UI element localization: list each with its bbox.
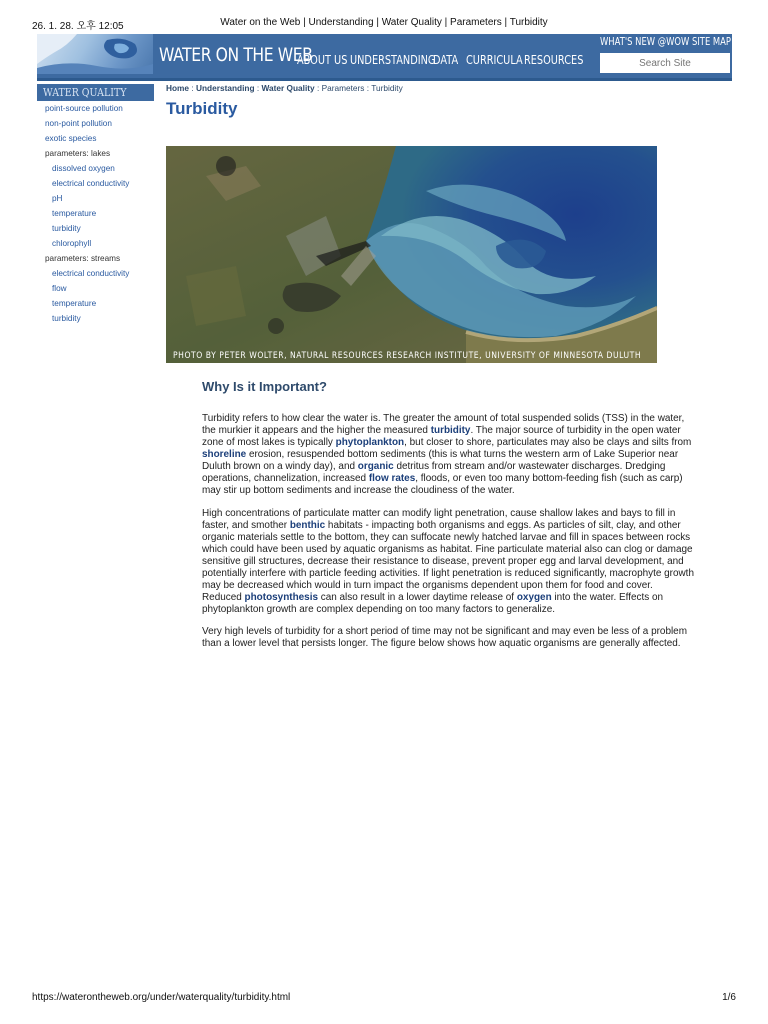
sidebar-section-title[interactable]: WATER QUALITY — [37, 84, 154, 101]
sidebar-item-non-point-pollution[interactable]: non-point pollution — [45, 119, 112, 128]
keyword-link-flow-rates[interactable]: flow rates — [368, 473, 416, 484]
site-map-link[interactable]: SITE MAP — [692, 36, 731, 48]
breadcrumb-separator: : — [314, 83, 322, 93]
keyword-link-benthic[interactable]: benthic — [289, 519, 326, 531]
keyword-link-shoreline[interactable]: shoreline — [202, 449, 247, 460]
sidebar-list — [37, 101, 154, 326]
sidebar-item-lakes-turbidity[interactable]: turbidity — [52, 224, 81, 233]
lake-map-logo[interactable] — [37, 34, 153, 74]
lake-map-icon — [37, 34, 153, 74]
sidebar-header-lakes: parameters: lakes — [45, 149, 111, 158]
paragraph-text: can also result in a lower daytime release of — [317, 591, 517, 603]
breadcrumb-separator: : — [364, 83, 372, 93]
keyword-link-organic[interactable]: organic — [357, 461, 394, 472]
paragraph-text: Turbidity refers to how clear the water is. The greater the amount of total suspended solids (TSS) in the water, the murkier it appears and the higher the measured — [202, 413, 685, 436]
paragraph-text: habitats - impacting both organisms and eggs. As particles of silt, clay, and other organic materials settle to the bottom, they can suffocate newly hatched larvae and fill in spaces between rocks which could have been used by aquatic organisms as habitat. Fine particulate material also can clog or damage sensitive gill structures, decrease their resistance to disease, prevent proper egg and larval development, and potentially interfere with particle feeding activities. If light penetration is reduced significantly, macrophyte growth may be decreased which would in turn impact the organisms dependent upon them for food and cover. Reduced — [202, 519, 694, 603]
nav-understanding[interactable]: UNDERSTANDING — [350, 52, 436, 67]
paragraph-text: . The major source of turbidity in the open water zone of most lakes is typically — [202, 425, 681, 448]
paragraph-3 — [202, 626, 694, 650]
breadcrumb-separator: : — [189, 83, 196, 93]
nav-curricula[interactable]: CURRICULA — [466, 52, 523, 67]
breadcrumb-water-quality[interactable]: Water Quality — [261, 83, 315, 93]
photo-credit: PHOTO BY PETER WOLTER, NATURAL RESOURCES RESEARCH INSTITUTE, UNIVERSITY OF MINNESOTA DULUTH — [173, 351, 642, 361]
sidebar-item-lakes-temperature[interactable]: temperature — [52, 209, 97, 218]
sidebar — [37, 84, 154, 326]
print-footer — [32, 992, 736, 1006]
utility-box — [600, 34, 732, 74]
sidebar-item-streams-temperature[interactable]: temperature — [52, 299, 97, 308]
nav-about-us[interactable]: ABOUT US — [297, 52, 348, 67]
paragraph-text: into the water. Effects on phytoplankton growth are complex depending on too many factors to generalize. — [202, 591, 664, 615]
sidebar-item-exotic-species[interactable]: exotic species — [45, 134, 97, 143]
search-input[interactable] — [603, 55, 727, 73]
sidebar-item-streams-electrical-conductivity[interactable]: electrical conductivity — [52, 269, 130, 278]
breadcrumb-parameters[interactable]: Parameters — [321, 83, 365, 93]
keyword-link-turbidity[interactable]: turbidity — [430, 425, 471, 436]
breadcrumb-current: Turbidity — [371, 83, 403, 93]
print-page-title: Water on the Web | Understanding | Water Quality | Parameters | Turbidity — [220, 17, 548, 28]
sidebar-item-streams-turbidity[interactable]: turbidity — [52, 314, 81, 323]
paragraph-text: , but closer to shore, particulates may also be clays and silts from — [404, 437, 692, 448]
sidebar-item-lakes-chlorophyll[interactable]: chlorophyll — [52, 239, 92, 248]
nav-data[interactable]: DATA — [433, 52, 459, 67]
paragraph-text: Very high levels of turbidity for a short period of time may not be significant and may even be less of a problem than a lower level that persists longer. The figure below shows how aquatic organisms are generally affected. — [202, 626, 687, 649]
print-url: https://waterontheweb.org/under/waterquality/turbidity.html — [32, 992, 291, 1003]
breadcrumb-home[interactable]: Home — [166, 83, 190, 93]
paragraph-1 — [202, 413, 694, 497]
print-date: 26. 1. 28. 오후 12:05 — [32, 21, 124, 32]
nav-resources[interactable]: RESOURCES — [524, 52, 584, 67]
satellite-photo — [166, 146, 657, 363]
search-box — [600, 53, 730, 73]
sidebar-item-streams-flow[interactable]: flow — [52, 284, 67, 293]
keyword-link-phytoplankton[interactable]: phytoplankton — [335, 437, 405, 448]
print-header — [32, 17, 736, 31]
banner-divider — [37, 78, 732, 81]
site-brand[interactable]: WATER ON THE WEB — [159, 44, 313, 66]
paragraph-2 — [202, 508, 694, 616]
keyword-link-photosynthesis[interactable]: photosynthesis — [244, 591, 318, 603]
main-nav — [297, 52, 584, 67]
sidebar-item-lakes-ph[interactable]: pH — [52, 194, 63, 203]
print-page-number: 1/6 — [722, 992, 736, 1003]
sidebar-header-streams: parameters: streams — [45, 254, 121, 263]
whats-new-link[interactable]: WHAT'S NEW @WOW — [600, 36, 690, 48]
sidebar-item-lakes-electrical-conductivity[interactable]: electrical conductivity — [52, 179, 130, 188]
section-heading: Why Is it Important? — [202, 379, 327, 394]
article-content — [202, 413, 694, 661]
page-title: Turbidity — [166, 99, 238, 118]
paragraph-text: erosion, resuspended bottom sediments (this is what turns the western arm of Lake Superior near Duluth brown on a windy day), and — [202, 449, 679, 472]
breadcrumb-separator: : — [254, 83, 262, 93]
breadcrumb — [166, 83, 403, 93]
paragraph-text: detritus from stream and/or wastewater discharges. Dredging operations, channelization, increased — [202, 461, 666, 484]
sidebar-item-point-source-pollution[interactable]: point-source pollution — [45, 104, 123, 113]
breadcrumb-understanding[interactable]: Understanding — [195, 83, 255, 93]
keyword-link-oxygen[interactable]: oxygen — [516, 591, 552, 603]
site-banner — [37, 34, 732, 78]
lake-superior-satellite-image — [166, 146, 657, 363]
paragraph-text: , floods, or even too many bottom-feeding fish (such as carp) may stir up bottom sediments and increase the cloudiness of the water. — [202, 473, 683, 496]
paragraph-text: High concentrations of particulate matter can modify light penetration, cause shallow lakes and bays to fill in faster, and smother — [202, 507, 676, 531]
sidebar-item-lakes-dissolved-oxygen[interactable]: dissolved oxygen — [52, 164, 115, 173]
